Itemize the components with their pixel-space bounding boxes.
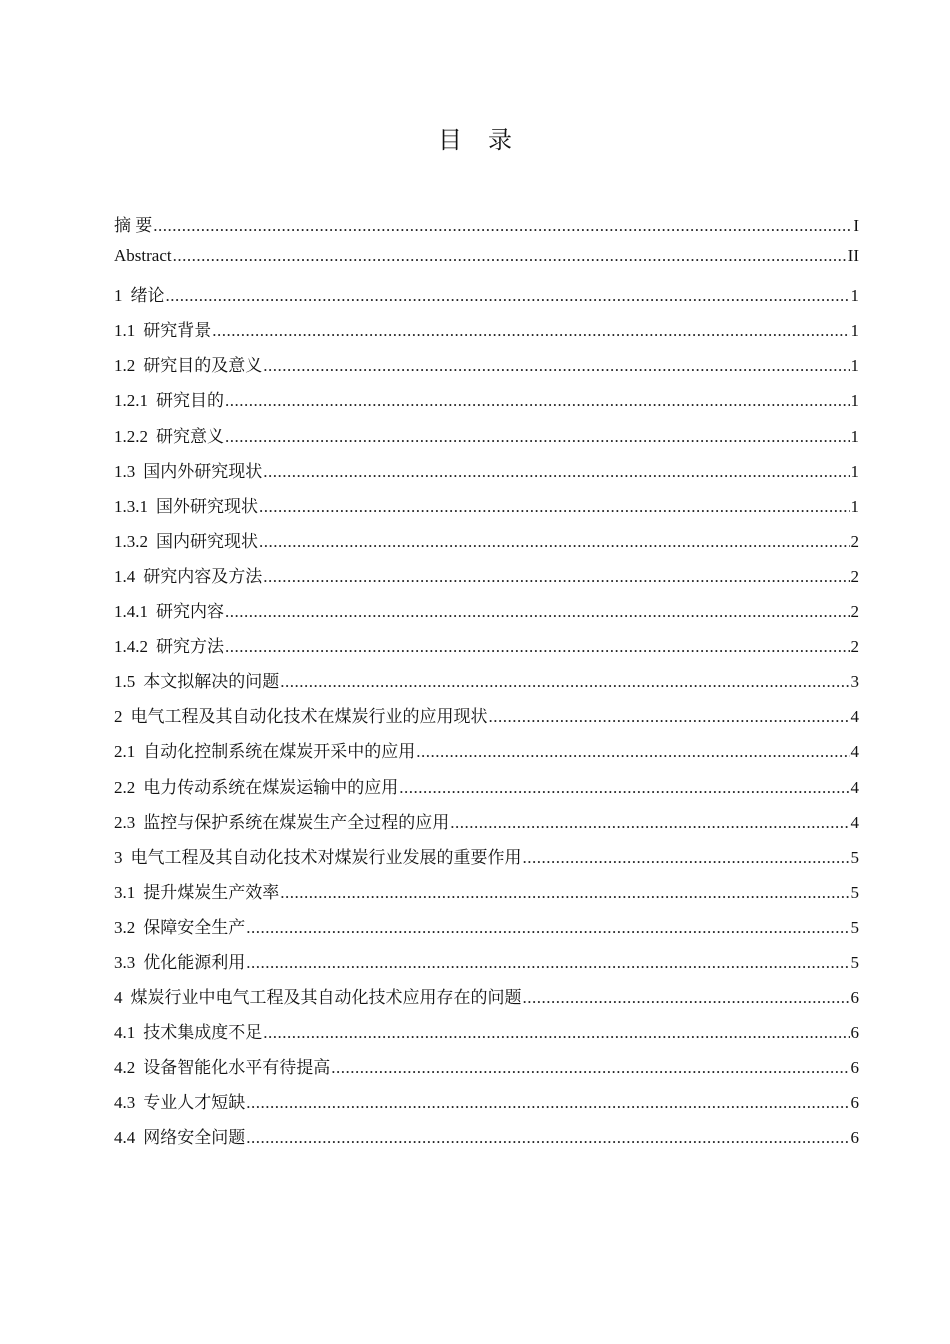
toc-entry-label: 摘 要 bbox=[114, 216, 153, 235]
toc-dot-leader bbox=[259, 532, 850, 552]
toc-dot-leader bbox=[416, 742, 849, 762]
toc-entry[interactable] bbox=[114, 1123, 859, 1158]
toc-entry-label: 电力传动系统在煤炭运输中的应用 bbox=[143, 777, 399, 797]
toc-entry-number: 4.4 bbox=[114, 1128, 136, 1148]
toc-dot-leader bbox=[523, 988, 850, 1008]
toc-dot-leader bbox=[450, 813, 849, 833]
toc-entry[interactable] bbox=[114, 1088, 859, 1123]
toc-entry-number: 4.1 bbox=[114, 1023, 136, 1043]
toc-entry-page: 5 bbox=[850, 847, 859, 867]
toc-dot-leader bbox=[225, 427, 850, 447]
toc-entry-label: 研究目的 bbox=[156, 391, 224, 411]
toc-entry-number: 3 bbox=[114, 847, 123, 867]
toc-entry-page: 1 bbox=[850, 426, 859, 446]
toc-entry[interactable] bbox=[114, 246, 859, 281]
toc-entry-label: 网络安全问题 bbox=[143, 1128, 246, 1148]
toc-entry-page: 6 bbox=[850, 988, 859, 1008]
toc-dot-leader bbox=[259, 497, 850, 517]
toc-entry-page: 6 bbox=[850, 1093, 859, 1113]
toc-entry[interactable] bbox=[114, 422, 859, 457]
toc-entry-page: 2 bbox=[850, 566, 859, 586]
toc-entry-label: 绪论 bbox=[130, 286, 165, 306]
toc-entry-label: 提升煤炭生产效率 bbox=[143, 882, 280, 902]
toc-dot-leader bbox=[263, 462, 849, 482]
toc-entry-page: 2 bbox=[850, 602, 859, 622]
toc-entry-page: 2 bbox=[850, 637, 859, 657]
toc-entry[interactable] bbox=[114, 632, 859, 667]
toc-entry[interactable] bbox=[114, 913, 859, 948]
toc-entry-number: 1.5 bbox=[114, 672, 136, 692]
toc-title-char-1: 目 bbox=[438, 126, 462, 154]
toc-entry-number: 1.4 bbox=[114, 566, 136, 586]
toc-entry-number: 2.3 bbox=[114, 812, 136, 832]
toc-dot-leader bbox=[246, 1093, 849, 1113]
toc-dot-leader bbox=[225, 602, 850, 622]
toc-entry-label: 研究内容及方法 bbox=[143, 566, 263, 586]
toc-entry-number: 1.3.1 bbox=[114, 496, 148, 516]
toc-entry-label: 技术集成度不足 bbox=[143, 1023, 263, 1043]
toc-dot-leader bbox=[489, 707, 850, 727]
toc-entry-number: 4.3 bbox=[114, 1093, 136, 1113]
toc-dot-leader bbox=[246, 1128, 849, 1148]
toc-dot-leader bbox=[225, 391, 850, 411]
toc-entry-label: 研究内容 bbox=[156, 602, 224, 622]
toc-entry-page: 4 bbox=[850, 812, 859, 832]
toc-entry-label: 本文拟解决的问题 bbox=[143, 672, 280, 692]
toc-entry-number: 4 bbox=[114, 988, 123, 1008]
toc-dot-leader bbox=[399, 778, 849, 798]
toc-entry-page: 3 bbox=[850, 672, 859, 692]
toc-dot-leader bbox=[246, 953, 849, 973]
toc-entry-page: 1 bbox=[850, 286, 859, 306]
toc-entry[interactable] bbox=[114, 948, 859, 983]
toc-entry-number: 1.4.2 bbox=[114, 637, 148, 657]
toc-entry[interactable] bbox=[114, 597, 859, 632]
toc-entry[interactable] bbox=[114, 773, 859, 808]
toc-entry-page: 4 bbox=[850, 742, 859, 762]
toc-entry-label: 研究意义 bbox=[156, 426, 224, 446]
toc-entry-label: 煤炭行业中电气工程及其自动化技术应用存在的问题 bbox=[130, 988, 522, 1008]
toc-entry-page: II bbox=[847, 246, 859, 266]
toc-entry[interactable] bbox=[114, 702, 859, 737]
toc-entry-label: 优化能源利用 bbox=[143, 952, 246, 972]
toc-entry[interactable] bbox=[114, 983, 859, 1018]
toc-entry-label: 电气工程及其自动化技术对煤炭行业发展的重要作用 bbox=[130, 847, 522, 867]
toc-entry[interactable] bbox=[114, 527, 859, 562]
toc-title-char-2: 录 bbox=[488, 126, 512, 154]
toc-entry-number: 4.2 bbox=[114, 1058, 136, 1078]
toc-entry-label: 研究方法 bbox=[156, 637, 224, 657]
toc-entry-label: 自动化控制系统在煤炭开采中的应用 bbox=[143, 742, 416, 762]
toc-entry-page: 2 bbox=[850, 531, 859, 551]
toc-entry-number: 1.3.2 bbox=[114, 531, 148, 551]
toc-entry-number: 3.1 bbox=[114, 882, 136, 902]
toc-entry[interactable] bbox=[114, 351, 859, 386]
toc-entry-number: 3.3 bbox=[114, 952, 136, 972]
toc-entry[interactable] bbox=[114, 878, 859, 913]
toc-dot-leader bbox=[523, 848, 850, 868]
toc-entry-label: 国外研究现状 bbox=[156, 496, 258, 516]
toc-entry-page: 1 bbox=[850, 321, 859, 341]
table-of-contents bbox=[114, 211, 859, 1159]
toc-entry-page: 4 bbox=[850, 777, 859, 797]
toc-entry[interactable] bbox=[114, 1053, 859, 1088]
toc-entry-number: 1.2.1 bbox=[114, 391, 148, 411]
toc-entry-number: 2.1 bbox=[114, 742, 136, 762]
toc-entry[interactable] bbox=[114, 737, 859, 772]
toc-entry[interactable] bbox=[114, 211, 859, 246]
toc-dot-leader bbox=[280, 672, 849, 692]
toc-entry-page: 1 bbox=[850, 461, 859, 481]
toc-entry-page: 4 bbox=[850, 707, 859, 727]
toc-dot-leader bbox=[166, 286, 850, 306]
toc-entry-number: 2 bbox=[114, 707, 123, 727]
toc-dot-leader bbox=[153, 216, 852, 236]
toc-entry-label: 专业人才短缺 bbox=[143, 1093, 246, 1113]
toc-entry-label: 国内外研究现状 bbox=[143, 461, 263, 481]
toc-dot-leader bbox=[225, 637, 850, 657]
toc-entry-page: 6 bbox=[850, 1058, 859, 1078]
toc-dot-leader bbox=[263, 1023, 849, 1043]
toc-dot-leader bbox=[246, 918, 849, 938]
toc-entry-page: 6 bbox=[850, 1128, 859, 1148]
toc-entry-label: 电气工程及其自动化技术在煤炭行业的应用现状 bbox=[130, 707, 488, 727]
toc-entry[interactable] bbox=[114, 281, 859, 316]
toc-dot-leader bbox=[263, 356, 849, 376]
toc-entry-number: 3.2 bbox=[114, 917, 136, 937]
toc-entry[interactable] bbox=[114, 843, 859, 878]
toc-entry-page: 1 bbox=[850, 391, 859, 411]
toc-entry-page: 5 bbox=[850, 882, 859, 902]
toc-dot-leader bbox=[331, 1058, 849, 1078]
toc-entry-number: 1 bbox=[114, 286, 123, 306]
toc-entry-page: 5 bbox=[850, 917, 859, 937]
toc-entry-page: 1 bbox=[850, 496, 859, 516]
toc-entry-number: 1.2.2 bbox=[114, 426, 148, 446]
toc-entry-label: 研究背景 bbox=[143, 321, 212, 341]
toc-entry-number: 1.1 bbox=[114, 321, 136, 341]
toc-dot-leader bbox=[263, 567, 849, 587]
toc-entry-label: 保障安全生产 bbox=[143, 917, 246, 937]
toc-dot-leader bbox=[173, 246, 847, 266]
toc-entry[interactable] bbox=[114, 316, 859, 351]
toc-title bbox=[0, 120, 950, 155]
toc-entry[interactable] bbox=[114, 1018, 859, 1053]
toc-entry[interactable] bbox=[114, 808, 859, 843]
toc-entry-label: Abstract bbox=[114, 246, 172, 266]
toc-entry-label: 国内研究现状 bbox=[156, 531, 258, 551]
toc-entry[interactable] bbox=[114, 457, 859, 492]
toc-entry-page: 1 bbox=[850, 356, 859, 376]
toc-entry-label: 研究目的及意义 bbox=[143, 356, 263, 376]
toc-dot-leader bbox=[280, 883, 849, 903]
toc-entry[interactable] bbox=[114, 492, 859, 527]
toc-entry-label: 监控与保护系统在煤炭生产全过程的应用 bbox=[143, 812, 450, 832]
toc-entry-page: 5 bbox=[850, 952, 859, 972]
toc-entry[interactable] bbox=[114, 386, 859, 421]
toc-entry-label: 设备智能化水平有待提高 bbox=[143, 1058, 331, 1078]
toc-entry-page: I bbox=[853, 216, 859, 235]
toc-entry[interactable] bbox=[114, 667, 859, 702]
toc-dot-leader bbox=[212, 321, 849, 341]
toc-entry[interactable] bbox=[114, 562, 859, 597]
toc-entry-number: 1.3 bbox=[114, 461, 136, 481]
toc-entry-page: 6 bbox=[850, 1023, 859, 1043]
toc-entry-number: 2.2 bbox=[114, 777, 136, 797]
toc-entry-number: 1.4.1 bbox=[114, 602, 148, 622]
toc-entry-number: 1.2 bbox=[114, 356, 136, 376]
